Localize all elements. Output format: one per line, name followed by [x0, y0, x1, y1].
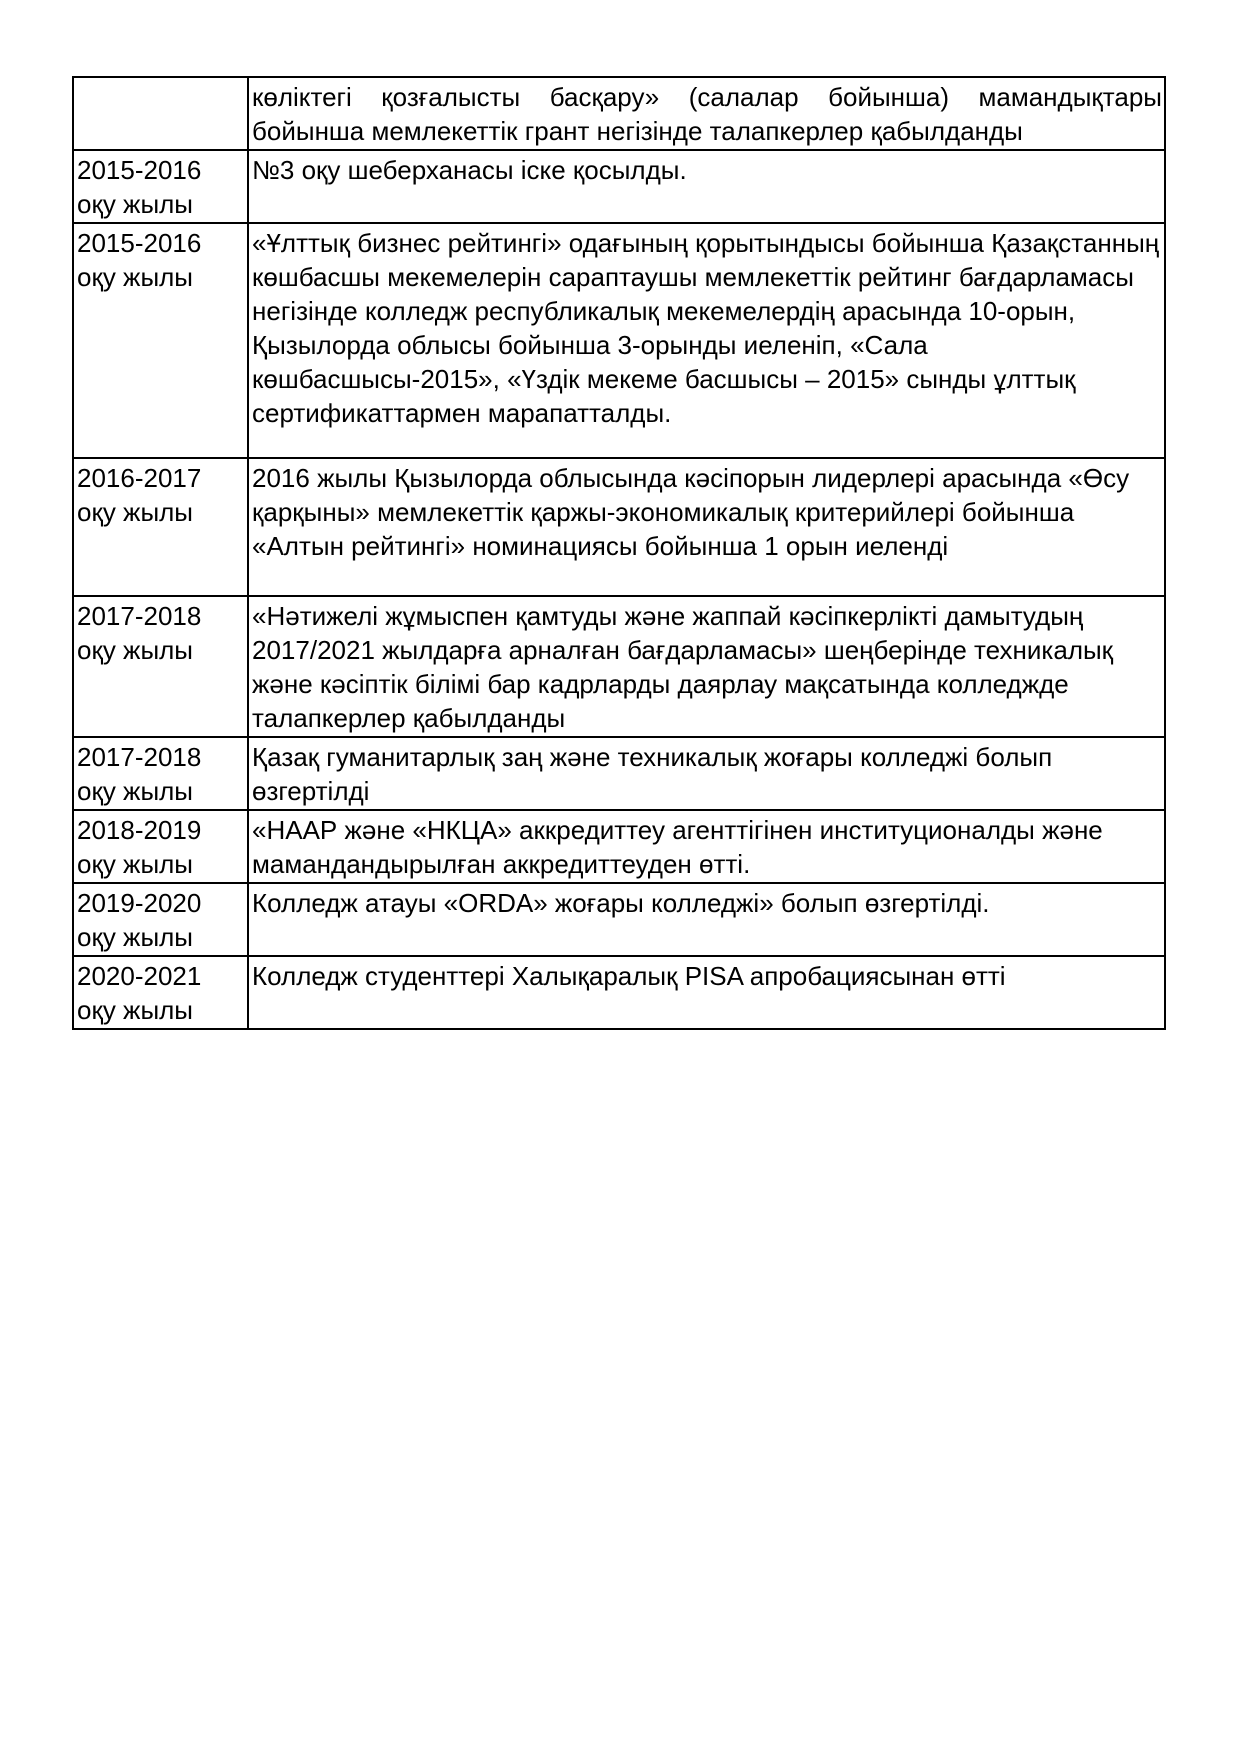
year-cell: 2015-2016 оқу жылы: [73, 150, 248, 223]
year-cell: [73, 77, 248, 150]
table-row: [73, 883, 1165, 956]
table-row: [73, 956, 1165, 1029]
event-cell: №3 оқу шеберханасы іске қосылды.: [248, 150, 1165, 223]
table-row: [73, 458, 1165, 596]
event-cell: көліктегі қозғалысты басқару» (салалар бойынша) мамандықтары бойынша мемлекеттік грант негізінде талапкерлер қабылданды: [248, 77, 1165, 150]
table-row: [73, 77, 1165, 150]
year-cell: 2016-2017 оқу жылы: [73, 458, 248, 596]
table-row: [73, 223, 1165, 458]
event-cell: «Нәтижелі жұмыспен қамтуды және жаппай кәсіпкерлікті дамытудың 2017/2021 жылдарға арналған бағдарламасы» шеңберінде техникалық және кәсіптік білімі бар кадрларды даярлау мақсатында колледжде талапкерлер қабылданды: [248, 596, 1165, 737]
event-cell: 2016 жылы Қызылорда облысында кәсіпорын лидерлері арасында «Өсу қарқыны» мемлекеттік қаржы-экономикалық критерийлері бойынша «Алтын рейтингі» номинациясы бойынша 1 орын иеленді: [248, 458, 1165, 596]
year-cell: 2017-2018 оқу жылы: [73, 596, 248, 737]
event-cell: «Ұлттық бизнес рейтингі» одағының қорытындысы бойынша Қазақстанның көшбасшы мекемелерін сараптаушы мемлекеттік рейтинг бағдарламасы негізінде колледж республикалық мекемелердің арасында 10-орын, Қызылорда облысы бойынша 3-орынды иеленіп, «Сала көшбасшысы-2015», «Үздік мекеме басшысы – 2015» сынды ұлттық сертификаттармен марапатталды.: [248, 223, 1165, 458]
year-cell: 2020-2021 оқу жылы: [73, 956, 248, 1029]
table-row: [73, 596, 1165, 737]
year-cell: 2018-2019 оқу жылы: [73, 810, 248, 883]
table-row: [73, 150, 1165, 223]
event-cell: Колледж студенттері Халықаралық PISA апробациясынан өтті: [248, 956, 1165, 1029]
table-row: [73, 737, 1165, 810]
year-cell: 2017-2018 оқу жылы: [73, 737, 248, 810]
event-cell: «НААР және «НКЦА» аккредиттеу агенттігінен институционалды және мамандандырылған аккредиттеуден өтті.: [248, 810, 1165, 883]
table-row: [73, 810, 1165, 883]
college-history-table: [72, 76, 1166, 1030]
event-cell: Қазақ гуманитарлық заң және техникалық жоғары колледжі болып өзгертілді: [248, 737, 1165, 810]
event-cell: Колледж атауы «ORDA» жоғары колледжі» болып өзгертілді.: [248, 883, 1165, 956]
year-cell: 2015-2016 оқу жылы: [73, 223, 248, 458]
year-cell: 2019-2020 оқу жылы: [73, 883, 248, 956]
